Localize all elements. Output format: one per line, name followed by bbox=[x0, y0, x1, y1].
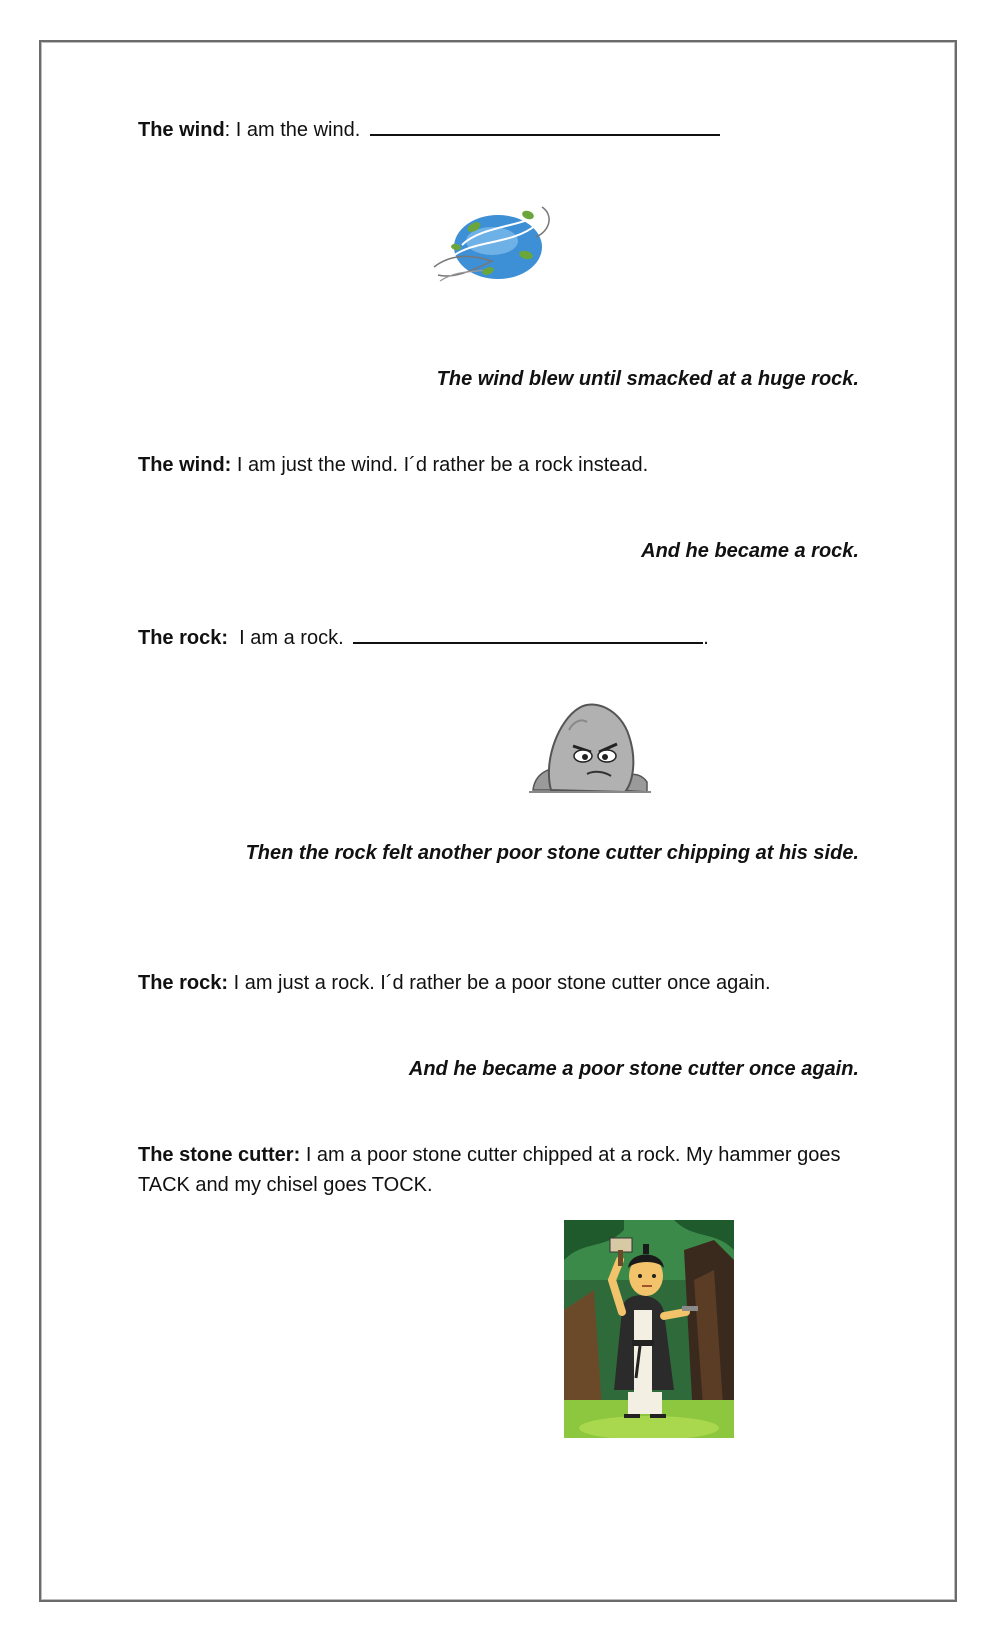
dialogue-rock-1 bbox=[138, 622, 709, 653]
dialogue-text: I am just the wind. I´d rather be a rock instead. bbox=[236, 454, 649, 476]
dialogue-text: I am a rock. bbox=[239, 627, 344, 649]
speaker-label: The stone cutter: bbox=[138, 1144, 301, 1166]
dialogue-text: : I am the wind. bbox=[224, 119, 361, 141]
dialogue-wind-1 bbox=[138, 114, 720, 145]
narration-2: And he became a rock. bbox=[641, 540, 859, 562]
narration-1: The wind blew until smacked at a huge rock. bbox=[436, 368, 859, 390]
narration-4: And he became a poor stone cutter once again. bbox=[408, 1058, 859, 1080]
dialogue-text: I am just a rock. I´d rather be a poor stone cutter once again. bbox=[233, 972, 771, 994]
answer-blank[interactable] bbox=[370, 114, 720, 136]
dialogue-rock-2 bbox=[138, 968, 771, 998]
dialogue-stone-cutter bbox=[138, 1140, 858, 1200]
speaker-label: The wind: bbox=[138, 454, 232, 476]
speaker-label: The rock: bbox=[138, 972, 229, 994]
sentence-end: . bbox=[703, 627, 709, 649]
wind-swirl-icon bbox=[432, 205, 560, 291]
stone-cutter-figure bbox=[564, 1220, 734, 1438]
speaker-label: The wind bbox=[138, 119, 225, 141]
narration-3: Then the rock felt another poor stone cutter chipping at his side. bbox=[245, 842, 859, 864]
grumpy-rock-icon bbox=[529, 700, 651, 796]
dialogue-wind-2 bbox=[138, 450, 648, 480]
answer-blank[interactable] bbox=[353, 622, 703, 644]
dialogue-text: I am a poor stone cutter chipped at a rock. My hammer goes TACK and my chisel goes TOCK. bbox=[138, 1144, 841, 1196]
speaker-label: The rock: bbox=[138, 627, 229, 649]
